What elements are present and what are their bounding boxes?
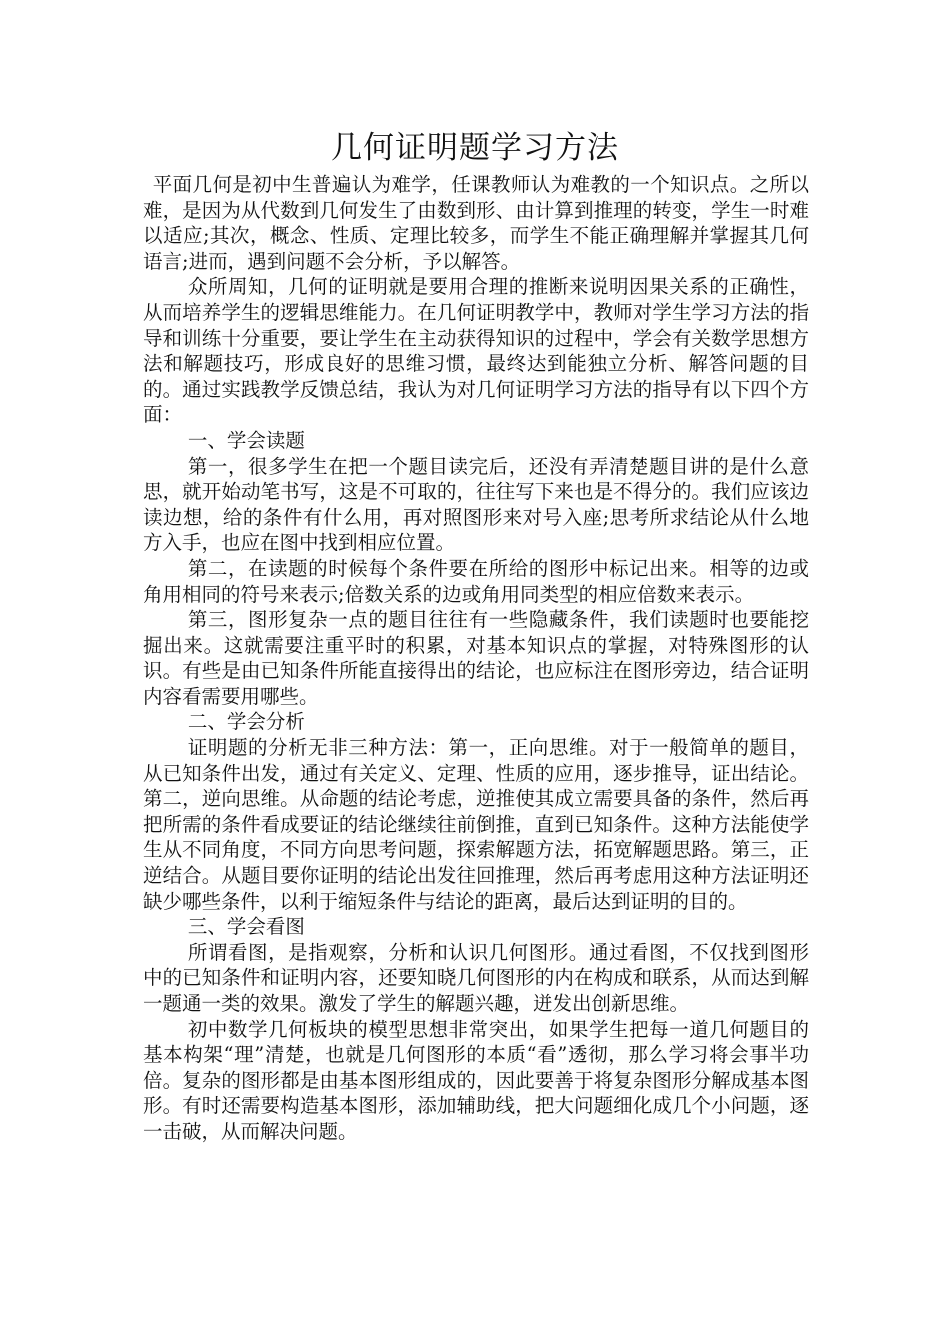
paragraph-viewing-second: 初中数学几何板块的模型思想非常突出，如果学生把每一道几何题目的基本构架“理”清楚，也就是几何图形的本质“看”透彻，那么学习将会事半功倍。复杂的图形都是由基本图形组成的，因此要善于将复杂图形分解成基本图形。有时还需要构造基本图形，添加辅助线，把大问题细化成几个小问题，逐一击破，从而解决问题。 [143, 1017, 809, 1143]
paragraph-reading-second: 第二，在读题的时候每个条件要在所给的图形中标记出来。相等的边或角用相同的符号来表示;倍数关系的边或角用同类型的相应倍数来表示。 [143, 556, 809, 606]
paragraph-reading-first: 第一，很多学生在把一个题目读完后，还没有弄清楚题目讲的是什么意思，就开始动笔书写，这是不可取的，往往写下来也是不得分的。我们应该边读边想，给的条件有什么用，再对照图形来对号入座;思考所求结论从什么地方入手，也应在图中找到相应位置。 [143, 454, 809, 555]
document-body [143, 172, 809, 1145]
paragraph-analysis: 证明题的分析无非三种方法：第一，正向思维。对于一般简单的题目，从已知条件出发，通过有关定义、定理、性质的应用，逐步推导，证出结论。第二，逆向思维。从命题的结论考虑，逆推使其成立需要具备的条件，然后再把所需的条件看成要证的结论继续往前倒推，直到已知条件。这种方法能使学生从不同角度，不同方向思考问题，探索解题方法，拓宽解题思路。第三，正逆结合。从题目要你证明的结论出发往回推理，然后再考虑用这种方法证明还缺少哪些条件，以利于缩短条件与结论的距离，最后达到证明的目的。 [143, 736, 809, 913]
paragraph-viewing-first: 所谓看图，是指观察，分析和认识几何图形。通过看图，不仅找到图形中的已知条件和证明内容，还要知晓几何图形的内在构成和联系，从而达到解一题通一类的效果。激发了学生的解题兴趣，迸发出创新思维。 [143, 940, 809, 1015]
paragraph-overview: 众所周知，几何的证明就是要用合理的推断来说明因果关系的正确性，从而培养学生的逻辑思维能力。在几何证明教学中，教师对学生学习方法的指导和训练十分重要，要让学生在主动获得知识的过程中，学会有关数学思想方法和解题技巧，形成良好的思维习惯，最终达到能独立分析、解答问题的目的。通过实践教学反馈总结，我认为对几何证明学习方法的指导有以下四个方面： [143, 275, 809, 427]
document-title: 几何证明题学习方法 [331, 130, 619, 166]
paragraph-intro: 平面几何是初中生普遍认为难学，任课教师认为难教的一个知识点。之所以难，是因为从代数到几何发生了由数到形、由计算到推理的转变，学生一时难以适应;其次，概念、性质、定理比较多，而学生不能正确理解并掌握其几何语言;进而，遇到问题不会分析，予以解答。 [143, 173, 809, 273]
paragraph-reading-third: 第三，图形复杂一点的题目往往有一些隐藏条件，我们读题时也要能挖掘出来。这就需要注重平时的积累，对基本知识点的掌握，对特殊图形的认识。有些是由已知条件所能直接得出的结论，也应标注在图形旁边，结合证明内容看需要用哪些。 [143, 608, 809, 708]
section-heading-analysis: 二、学会分析 [187, 710, 305, 734]
section-heading-viewing: 三、学会看图 [187, 915, 305, 939]
section-heading-reading: 一、学会读题 [187, 428, 305, 452]
